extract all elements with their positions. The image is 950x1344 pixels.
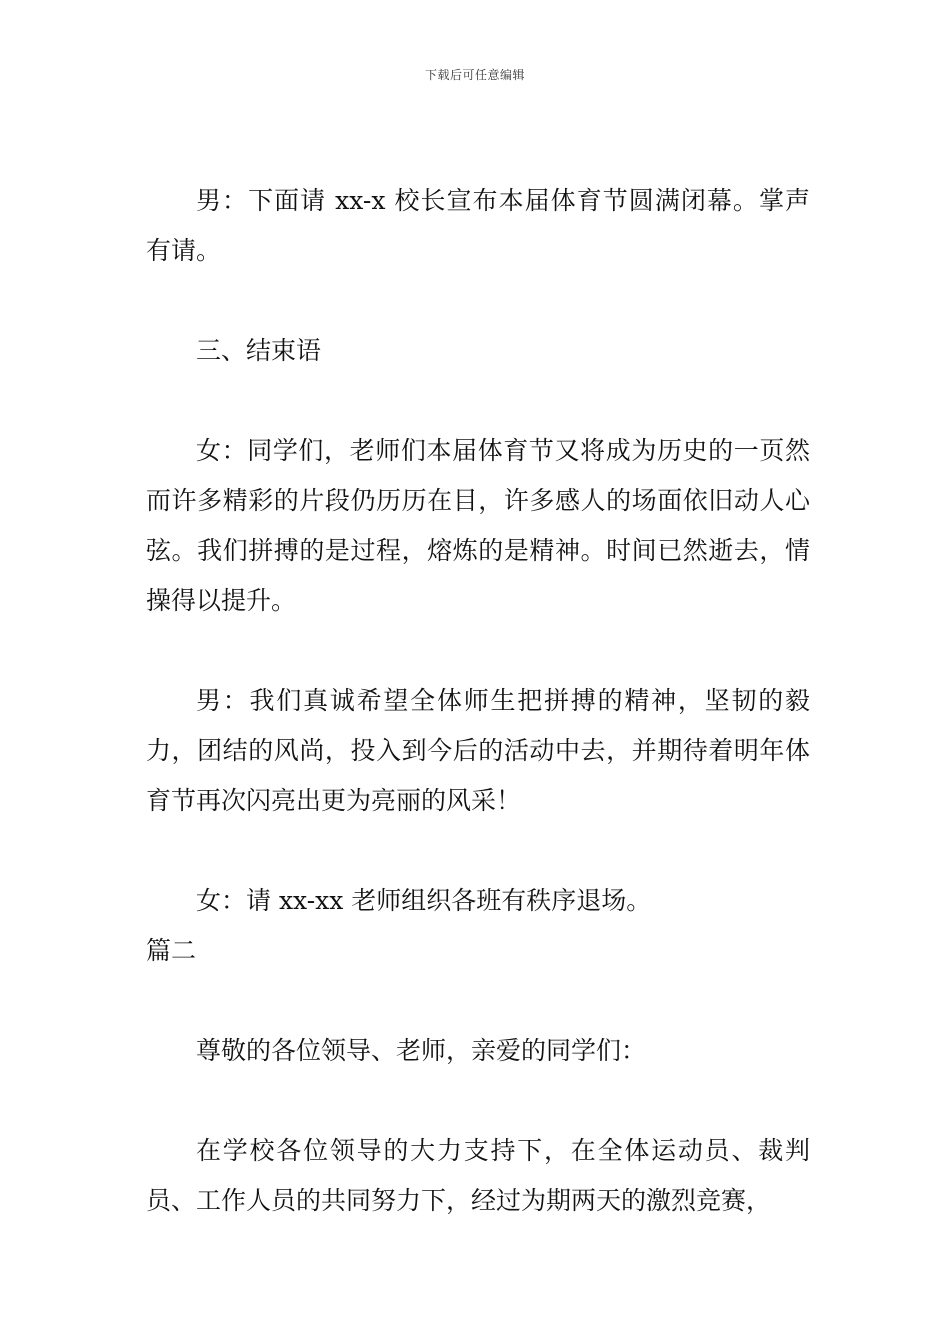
- paragraph-spacer: [146, 826, 810, 876]
- paragraph-salutation: 尊敬的各位领导、老师，亲爱的同学们：: [196, 1036, 647, 1065]
- paragraph-spacer: [146, 276, 810, 326]
- paragraph-spacer: [146, 1076, 810, 1126]
- section-heading-closing-words: 三、结束语: [196, 336, 322, 365]
- paragraph-spacer: [146, 976, 810, 1026]
- paragraph-male-host-closing: 男：我们真诚希望全体师生把拼搏的精神，坚韧的毅力，团结的风尚，投入到今后的活动中去，并期待着明年体育节再次闪亮出更为亮丽的风采！: [146, 686, 810, 815]
- paragraph-opening-remarks: 在学校各位领导的大力支持下，在全体运动员、裁判员、工作人员的共同努力下，经过为期两天的激烈竞赛，: [146, 1136, 810, 1215]
- paragraph-closing-announcement: 男：下面请 xx-x 校长宣布本届体育节圆满闭幕。掌声有请。: [146, 186, 810, 265]
- paragraph-spacer: [146, 626, 810, 676]
- page-header-note: 下载后可任意编辑: [424, 68, 525, 82]
- paragraph-exit-instruction: 女：请 xx-xx 老师组织各班有秩序退场。: [196, 886, 652, 915]
- document-body: [146, 176, 810, 1226]
- paragraph-spacer: [146, 376, 810, 426]
- section-title-part-two: 篇二: [146, 936, 197, 965]
- paragraph-female-host-closing: 女：同学们，老师们本届体育节又将成为历史的一页然而许多精彩的片段仍历历在目，许多感人的场面依旧动人心弦。我们拼搏的是过程，熔炼的是精神。时间已然逝去，情操得以提升。: [146, 436, 810, 615]
